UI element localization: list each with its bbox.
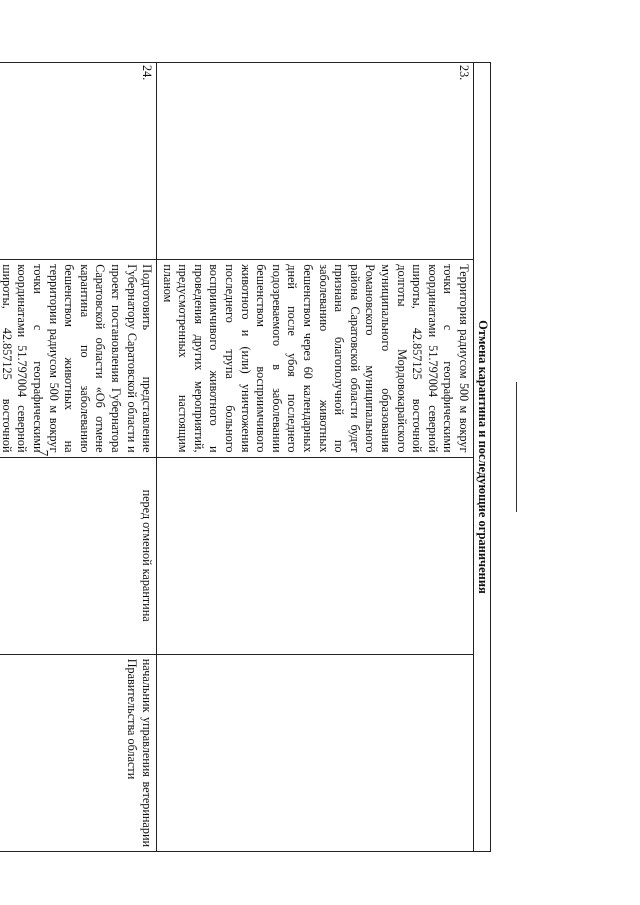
row-term: перед отменой карантина <box>0 457 157 654</box>
closing-line <box>516 382 517 512</box>
row-term <box>157 457 474 654</box>
row-number: 23. <box>157 63 474 260</box>
row-event-text: Подготовить представление Губернатору Саратовской области и проект постановления Губернатора Саратовской области «Об отмене карантина по заболеванию бешенством животных на территории радиусом 500 м вокруг точки с географическими координатами 51.797004 северной широты, 42.857125 восточной <box>0 260 157 457</box>
row-number: 24. <box>0 63 157 260</box>
page-number: 7 <box>36 449 52 457</box>
row-responsible: начальник управления ветеринарии Правительства области <box>0 654 157 851</box>
row-event-text: Территория радиусом 500 м вокруг точки с географическими координатами 51.797004 северной широты, 42.857125 восточной долготы Мордовокарайского муниципального образования Романовского муниципального района Саратовской области будет признана благополучной по заболеванию животных бешенством через 60 календарных дней после убоя последнего подозреваемого в заболевании бешенством восприимчивого животного и (или) уничтожения последнего трупа больного восприимчивого животного и проведения других мероприятий, предусмотренных настоящим планом <box>157 260 474 457</box>
section-title: Отмена карантина и последующие ограничения <box>474 63 491 852</box>
table-row <box>157 63 474 852</box>
plan-table <box>0 62 491 852</box>
section-title-row <box>474 63 491 852</box>
table-row <box>0 63 157 852</box>
row-responsible <box>157 654 474 851</box>
rotated-table-sheet <box>0 62 491 852</box>
